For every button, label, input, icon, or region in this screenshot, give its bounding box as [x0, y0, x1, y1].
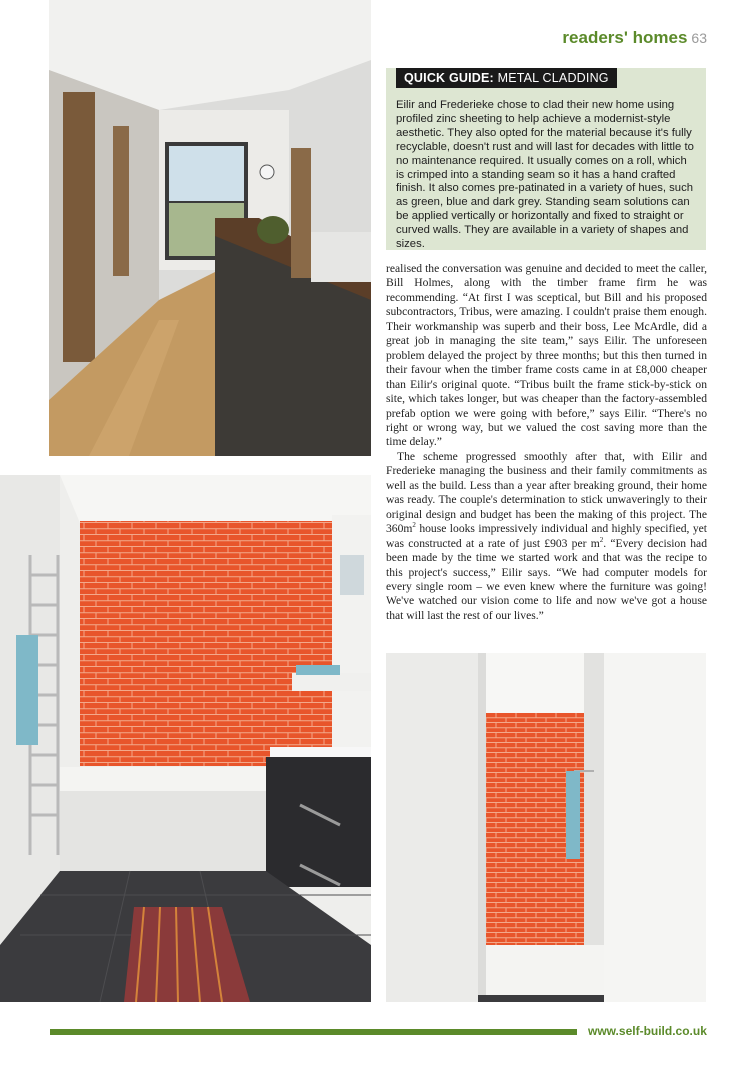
footer-rule: [50, 1029, 577, 1035]
shower-illustration: [386, 653, 706, 1002]
para2-part-c: . “Every decision had been made by the time we started work and that was the recipe to this project's success,” Eilir says. “We had computer models for every single room – we even knew where the furniture was going! We've watched our vision come to life and now we've got a house that will last the rest of our lives.”: [386, 536, 707, 622]
quick-guide-label-bold: QUICK GUIDE:: [404, 71, 494, 85]
bathroom-illustration: [0, 475, 371, 1002]
quick-guide-text: Eilir and Frederieke chose to clad their new home using profiled zinc sheeting to help achieve a modernist-style aesthetic. They also opted for the material because it's fully recyclable, doesn't rust and will last for decades with little to no maintenance required. It usually comes on a roll, which is crimped into a standing seam so it has a hand crafted finish. It also comes pre-patinated in a variety of hues, such as green, blue and dark grey. Standing seam solutions can be applied vertically or horizontally and fixed to straight or curved walls. They are available in a variety of shapes and sizes.: [396, 99, 694, 251]
para2-sup-2: 2: [599, 535, 604, 544]
article-paragraph-1: realised the conversation was genuine and decided to meet the caller, Bill Holmes, along with the timber frame firm he was recommending. “At first I was sceptical, but Bill and his proposed subcontractors, Tribus, were amazing. I couldn't praise them enough. Their workmanship was superb and their boss, Lee McArdle, did a great job in managing the site team,” says Eilir. The unforeseen problem delayed the project by three months; but this then turned in their favour when the timber frame costs came in at £8,000 cheaper than Eilir's original quote. “Tribus built the frame stick-by-stick on site, which takes longer, but was cheaper than the factory-assembled prefab option we were going with before,” says Eilir. “There's no right or wrong way, but we valued the cost saving more than the time delay.”: [386, 262, 707, 449]
para2-part-a: The scheme progressed smoothly after that, with Eilir and Frederieke managing the business and their family commitments as well as the build. Less than a year after breaking ground, their home was ready. The couple's determination to stick unwaveringly to their original design and budget has been the making of this project. The 360m: [386, 449, 707, 536]
section-title: readers' homes: [562, 28, 688, 47]
photo-hallway: [49, 0, 371, 456]
quick-guide-label-rest: METAL CLADDING: [493, 71, 609, 85]
page-number: 63: [691, 30, 707, 46]
quick-guide-box: [386, 68, 706, 250]
photo-shower: [386, 653, 706, 1002]
footer-website-link[interactable]: www.self-build.co.uk: [588, 1024, 707, 1038]
para2-sup-1: 2: [412, 521, 416, 530]
article-paragraph-2: [386, 450, 707, 623]
quick-guide-title: [396, 68, 617, 88]
photo-bathroom: [0, 475, 371, 1002]
para2-part-b: house looks impressively individual and highly specified, yet was constructed at a rate of just £903 per m: [386, 522, 707, 550]
article-body: [386, 262, 707, 623]
page-header: [562, 28, 707, 48]
hallway-illustration: [49, 0, 371, 456]
